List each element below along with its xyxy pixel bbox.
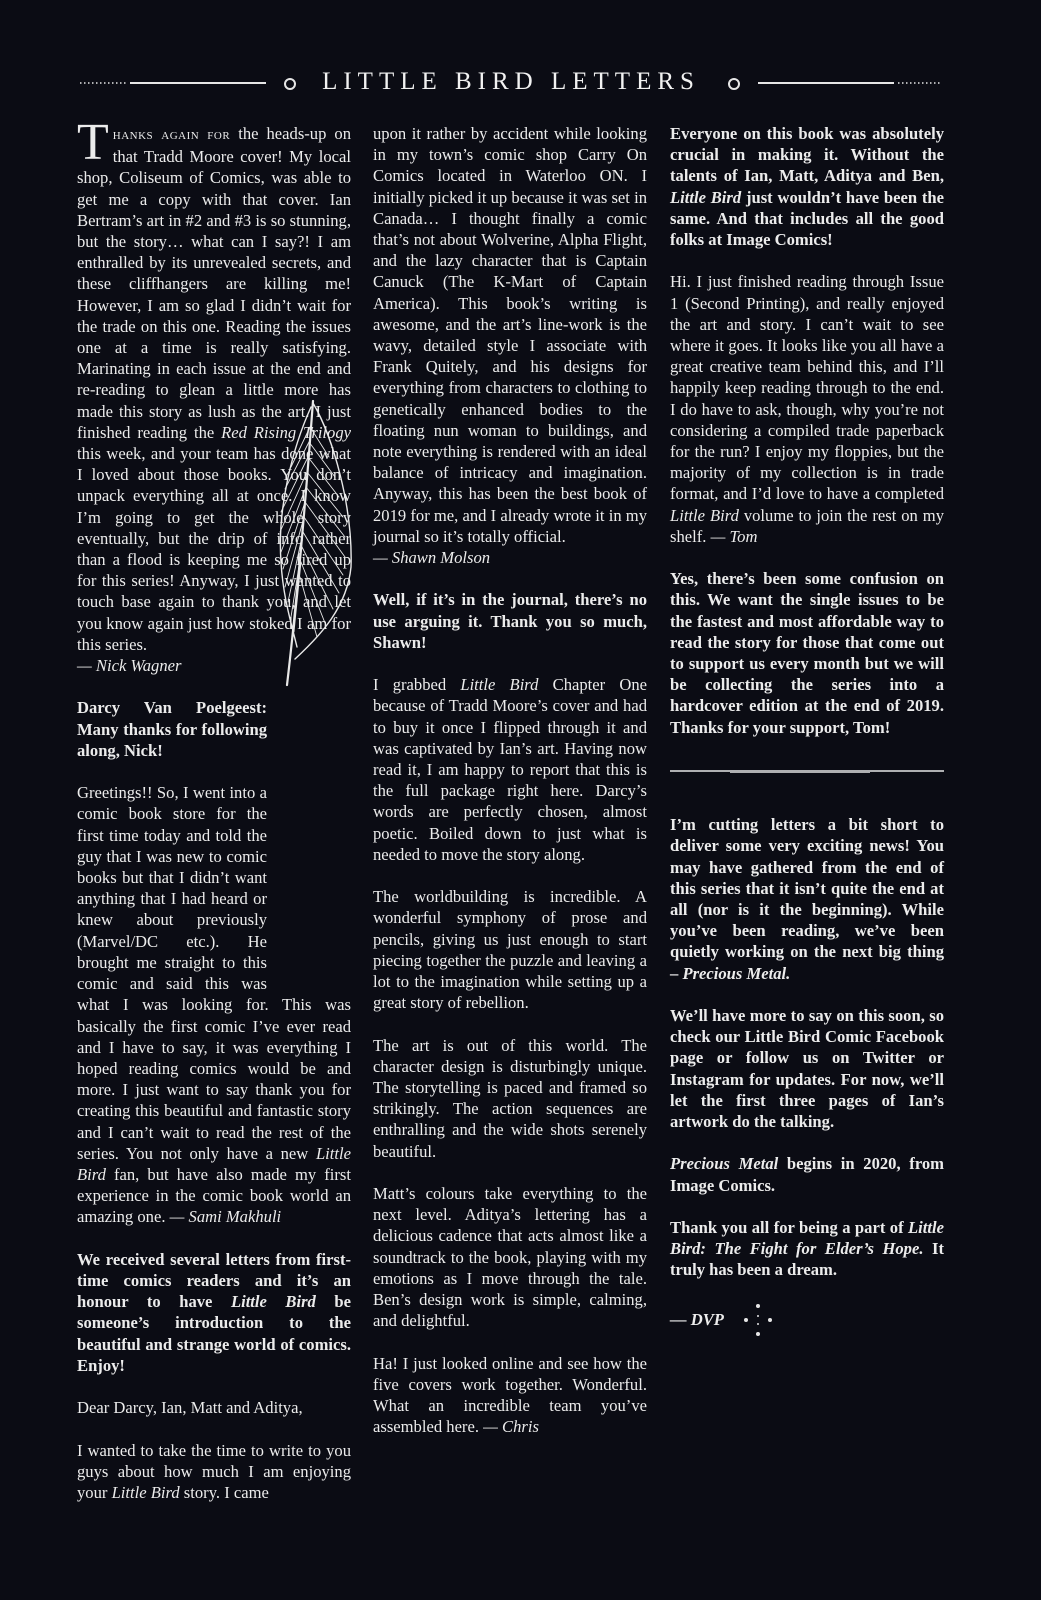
announcement-social: We’ll have more to say on this soon, so check our Little Bird Comic Facebook page or follow us on Twitter or Instagram for updates. For now, we’ll let the first three pages of Ian’s artwork do the talking. xyxy=(670,1006,944,1132)
section-divider xyxy=(670,767,944,775)
dots-ornament-icon xyxy=(740,1302,776,1338)
signature-dvp: — DVP xyxy=(670,1310,724,1330)
letter-shawn-molson: upon it rather by accident while looking in my town’s comic shop Carry On Comics located in Waterloo ON. I initially picked it up because it was set in Canada… I thought finally a comic that’s not about Wolverine, Alpha Flight, and the lazy character that is Captain Canuck (The K-Mart of Captain America). This book’s writing is awesome, and the art’s line-work is the wavy, detailed style I associate with Frank Quitely, and his designs for everything from characters to clothing to genetically enhanced bodies to the floating nun woman to buildings, and note everything is rendered with an ideal balance of intricacy and imagination. Anyway, this has been the best book of 2019 for me, and I already wrote it in my journal so it’s totally official. — Shawn Molson xyxy=(373,124,647,568)
reply-first-time-readers: We received several letters from first-time comics readers and it’s an honour to have Little Bird be someone’s introduction to the beautiful and strange world of comics. Enjoy! xyxy=(77,1249,351,1375)
announcement-news: I’m cutting letters a bit short to deliver some very exciting news! You may have gathered from the end of this series that it isn’t quite the end at all (nor is it the beginning). While you’ve been reading, we’ve been quietly working on the next big thing – Precious Metal. xyxy=(670,815,944,983)
letter-chris-start: I wanted to take the time to write to you guys about how much I am enjoying your Little Bird story. I came xyxy=(77,1440,351,1502)
letter-chris-4: Matt’s colours take everything to the next level. Aditya’s lettering has a delicious cadence that acts almost like a soundtrack to the book, playing with my emotions as I move through the tale. Ben’s design work is simple, calming, and delightful. xyxy=(373,1184,647,1331)
letter-chris-5: Ha! I just looked online and see how the five covers work together. Wonderful. What an incredible team you’ve assembled here. — Chris xyxy=(373,1353,647,1437)
signature: — Nick Wagner xyxy=(77,656,182,676)
letters-column-3 xyxy=(670,123,944,1338)
letter-chris-1: I grabbed Little Bird Chapter One because of Tradd Moore’s cover and had to buy it once I flipped through it and was captivated by Ian’s art. Having now read it, I am happy to report that this is the full package right here. Darcy’s words are perfectly chosen, almost poetic. Boiled down to just what is needed to move the story along. xyxy=(373,675,647,864)
reply-team-credit: Everyone on this book was absolutely crucial in making it. Without the talents of Ian, Matt, Aditya and Ben, Little Bird just wouldn’t have been the same. And that includes all the good folks at Image Comics! xyxy=(670,124,944,250)
signature: — Chris xyxy=(483,1417,539,1437)
page-title: LITTLE BIRD LETTERS xyxy=(322,68,700,95)
signature: — Sami Makhuli xyxy=(169,1207,282,1227)
closing-signature xyxy=(670,1302,944,1338)
reply-darcy-1: Darcy Van Poelgeest: Many thanks for following along, Nick! xyxy=(77,698,267,760)
page-header xyxy=(78,66,944,106)
letter-sami-makhuli: Greetings!! So, I went into a comic book store for the first time today and told the guy that I was new to comic books but that I didn’t want anything that I had heard or knew about previously (Marvel/DC etc.). He brought me straight to this comic and said this was what I was looking for. This was basically the first comic I’ve ever read and I have to say, it was everything I hoped reading comics would be and more. I just want to say thank you for creating this beautiful and fantastic story and I can’t wait to read the rest of the series. You not only have a new Little Bird fan, but have also made my first experience in the comic book world an amazing one. — Sami Makhuli xyxy=(77,783,351,1227)
feather-illustration xyxy=(273,697,355,993)
announcement-thanks: Thank you all for being a part of Little Bird: The Fight for Elder’s Hope. It truly has been a dream. xyxy=(670,1218,944,1280)
reply-tom: Yes, there’s been some confusion on this. We want the single issues to be the fastest and most affordable way to read the story for those that come out to support us every month but we will be collecting the series into a hardcover edition at the end of 2019. Thanks for your support, Tom! xyxy=(670,569,944,737)
letters-column-1 xyxy=(77,114,352,1503)
letter-chris-3: The art is out of this world. The character design is disturbingly unique. The storytelling is paced and framed so strikingly. The action sequences are enthralling and the wide shots serenely beautiful. xyxy=(373,1035,647,1161)
letter-nick-wagner: Thanks again for the heads-up on that Tradd Moore cover! My local shop, Coliseum of Comics, was able to get me a copy with that cover. Ian Bertram’s art in #2 and #3 is so stunning, but the story… what can I say?! I am enthralled by its unrevealed secrets, and these cliffhangers are killing me! However, I am so glad I didn’t wait for the trade on this one. Reading the issues one at a time is really satisfying. Marinating in each issue at the end and re-reading to glean a little more has made this story as lush as the art. I just finished reading the Red Rising Trilogy this week, and your team has done what I loved about those books. You don’t unpack everything all at once. I know I’m going to get the whole story eventually, but the drip of info rather than a flood is keeping me so fired up for this series! Anyway, I just wanted to touch base again to thank you, and let you know again just how stoked I am for this series. — Nick Wagner xyxy=(77,114,352,676)
letter-salutation: Dear Darcy, Ian, Matt and Aditya, xyxy=(77,1398,303,1418)
drop-cap: T xyxy=(77,114,109,171)
letter-tom: Hi. I just finished reading through Issue 1 (Second Printing), and really enjoyed the art and story. I can’t wait to see where it goes. It looks like you all have a great creative team behind this, and I’ll happily keep reading through to the end. I do have to ask, though, why you’re not considering a compiled trade paperback for the run? I enjoy my floppies, but the majority of my collection is in trade format, and I’d love to have a completed Little Bird volume to join the rest on my shelf. — Tom xyxy=(670,272,944,546)
letters-column-2 xyxy=(373,123,647,1438)
announcement-release: Precious Metal begins in 2020, from Image Comics. xyxy=(670,1154,945,1195)
letter-chris-2: The worldbuilding is incredible. A wonderful symphony of prose and pencils, giving us just enough to start piecing together the puzzle and leaving a lot to the imagination while setting up a great story of rebellion. xyxy=(373,887,647,1013)
signature: — Tom xyxy=(710,526,758,546)
reply-shawn: Well, if it’s in the journal, there’s no use arguing it. Thank you so much, Shawn! xyxy=(373,590,647,652)
signature: — Shawn Molson xyxy=(373,548,491,568)
